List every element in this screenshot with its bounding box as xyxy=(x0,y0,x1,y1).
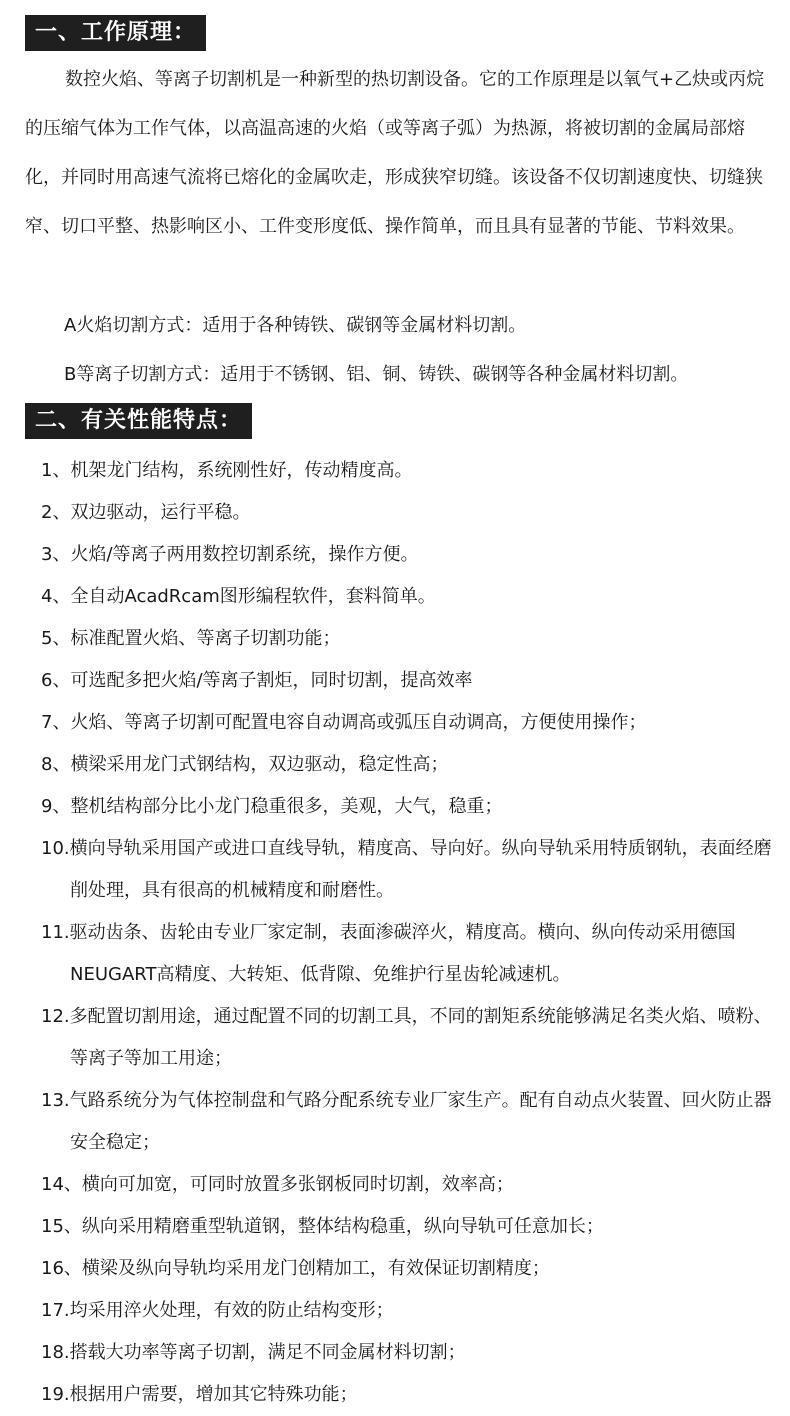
feature-item: 12.多配置切割用途，通过配置不同的切割工具，不同的割矩系统能够满足名类火焰、喷粉、等离子等加工用途； xyxy=(41,1006,772,1069)
feature-item: 11.驱动齿条、齿轮由专业厂家定制，表面渗碳淬火，精度高。横向、纵向传动采用德国NEUGART高精度、大转矩、低背隙、免维护行星齿轮减速机。 xyxy=(41,922,736,985)
feature-item: 9、整机结构部分比小龙门稳重很多，美观，大气，稳重； xyxy=(41,796,503,817)
feature-item: 8、横梁采用龙门式钢结构，双边驱动，稳定性高； xyxy=(41,754,449,775)
working-principle-paragraph: 数控火焰、等离子切割机是一种新型的热切割设备。它的工作原理是以氧气+乙炔或丙烷的压缩气体为工作气体，以高温高速的火焰（或等离子弧）为热源，将被切割的金属局部熔化，并同时用高速气流将已熔化的金属吹走，形成狭窄切缝。该设备不仅切割速度快、切缝狭窄、切口平整、热影响区小、工件变形度低、操作简单，而且具有显著的节能、节料效果。 xyxy=(25,69,765,237)
feature-item: 1、机架龙门结构，系统刚性好，传动精度高。 xyxy=(41,460,413,481)
feature-item: 17.均采用淬火处理，有效的防止结构变形； xyxy=(41,1300,394,1321)
section-heading-performance-features: 二、有关性能特点： xyxy=(25,403,252,439)
feature-item: 3、火焰/等离子两用数控切割系统，操作方便。 xyxy=(41,544,419,565)
feature-item: 14、横向可加宽，可同时放置多张钢板同时切割，效率高； xyxy=(41,1174,514,1195)
feature-item: 4、全自动AcadRcam图形编程软件，套料简单。 xyxy=(41,586,436,607)
feature-item: 19.根据用户需要，增加其它特殊功能； xyxy=(41,1384,358,1405)
feature-item: 10.横向导轨采用国产或进口直线导轨，精度高、导向好。纵向导轨采用特质钢轨，表面经磨削处理，具有很高的机械精度和耐磨性。 xyxy=(41,838,772,901)
feature-item: 6、可选配多把火焰/等离子割炬，同时切割，提高效率 xyxy=(41,670,473,691)
plasma-cutting-method: B等离子切割方式：适用于不锈钢、铝、铜、铸铁、碳钢等各种金属材料切割。 xyxy=(64,364,689,385)
flame-cutting-method: A火焰切割方式：适用于各种铸铁、碳钢等金属材料切割。 xyxy=(64,315,527,336)
feature-item: 15、纵向采用精磨重型轨道钢，整体结构稳重，纵向导轨可任意加长； xyxy=(41,1216,604,1237)
feature-item: 7、火焰、等离子切割可配置电容自动调高或弧压自动调高，方便使用操作； xyxy=(41,712,647,733)
feature-item: 18.搭载大功率等离子切割，满足不同金属材料切割； xyxy=(41,1342,466,1363)
feature-item: 16、横梁及纵向导轨均采用龙门创精加工，有效保证切割精度； xyxy=(41,1258,550,1279)
feature-list xyxy=(41,450,781,1416)
feature-item: 13.气路系统分为气体控制盘和气路分配系统专业厂家生产。配有自动点火装置、回火防止器安全稳定； xyxy=(41,1090,772,1153)
feature-item: 5、标准配置火焰、等离子切割功能； xyxy=(41,628,341,649)
section-heading-working-principle: 一、工作原理： xyxy=(25,15,206,51)
feature-item: 2、双边驱动，运行平稳。 xyxy=(41,502,251,523)
